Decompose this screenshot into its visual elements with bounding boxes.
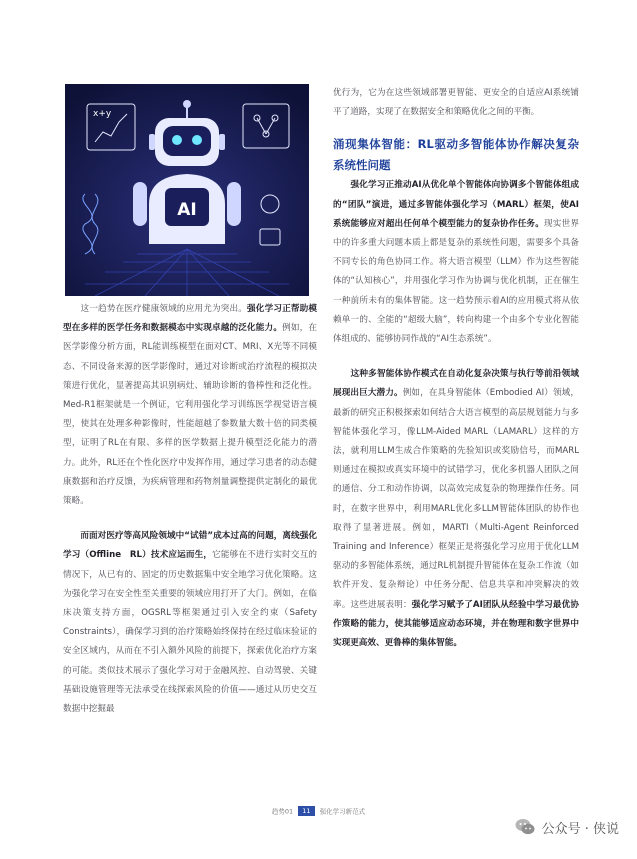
paragraph-body: 例如，在医学影像分析方面，RL能训练模型在面对CT、MRI、X光等不同模态、不同设备来源的医学影像时，通过对诊断或治疗流程的模拟决策进行优化，显著提高其识别病灶、辅助诊断的鲁棒性和泛化性。Med-R1框架就是一个例证，它利用强化学习训练医学视觉语言模型，使其在处理多种影像时，性能超越了参数量大数十倍的同类模型，证明了RL在有限、多样的医学数据上提升模型泛化能力的潜力。此外，RL还在个性化医疗中发挥作用，通过学习患者的动态健康数据和治疗反馈，为疾病管理和药物剂量调整提供定制化的最优策略。	[63, 323, 317, 507]
watermark-text: 公众号 · 侠说	[541, 821, 619, 837]
paragraph-highlight: 这种多智能体协作模式在自动化复杂决策与执行等前沿领域展现出巨大潜力。	[333, 369, 579, 399]
paragraph-highlight: 强化学习正帮助模型在多样的医学任务和数据模态中实现卓越的泛化能力。	[63, 304, 317, 334]
paragraph-continued: 优行为，它为在这些领域部署更智能、更安全的自适应AI系统铺平了道路，实现了在数据安全和策略优化之间的平衡。	[333, 88, 579, 118]
paragraph-body: 它能够在不进行实时交互的情况下，从已有的、固定的历史数据集中安全地学习优化策略。这为强化学习在安全性至关重要的领域应用打开了大门。例如，在临床决策支持方面，OGSRL等框架通过引入安全约束（Safety Constraints），确保学习到的治疗策略始终保持在经过临床验证的安全区域内，从而在不引入额外风险的前提下，探索优化治疗方案的可能。类似技术展示了强化学习对于金融风控、自动驾驶、关键基础设施管理等无法承受在线探索风险的价值——通过从历史交互数据中挖掘最	[63, 550, 317, 715]
paragraph-body: 例如，在具身智能体（Embodied AI）领域，最新的研究正积极探索如何结合大语言模型的高层规划能力与多智能体强化学习，像LLM-Aided MARL（LAMARL）这样的方法，就利用LLM生成合作策略的先验知识或奖励信号，而MARL则通过在模拟或真实环境中的试错学习，优化多机器人团队之间的通信、分工和动作协调，以高效完成复杂的物理操作任务。同时，在数字世界中，利用MARL优化多LLM智能体团队的协作也取得了显著进展。例如，MARTI（Multi-Agent Reinforced Training and Inference）框架正是将强化学习应用于优化LLM驱动的多智能体系统，通过RL机制提升智能体在复杂工作流（如软件开发、复杂辩论）中任务分配、信息共享和冲突解决的效率。这些进展表明：	[333, 388, 579, 610]
left-column	[63, 300, 317, 719]
page-footer	[0, 806, 637, 816]
ai-chip-label: AI	[177, 200, 197, 220]
wechat-icon	[514, 816, 536, 838]
paragraph-highlight: 强化学习正推动AI从优化单个智能体向协调多个智能体组成的“团队”演进，通过多智能体强化学习（MARL）框架，使AI系统能够应对超出任何单个模型能力的复杂协作任务。	[333, 180, 579, 229]
paragraph-embodied-ai	[333, 365, 579, 653]
watermark	[514, 816, 619, 838]
paragraph-lead: 这一趋势在医疗健康领域的应用尤为突出。	[63, 304, 248, 314]
footer-title: 强化学习新范式	[319, 807, 366, 816]
paragraph-healthcare	[63, 300, 317, 511]
formula-label: x+y	[93, 109, 112, 119]
right-column	[333, 84, 579, 653]
paragraph-marl	[333, 176, 579, 349]
page-number: 11	[298, 806, 314, 816]
ai-robot-illustration	[65, 84, 309, 296]
paragraph-offline-rl	[63, 527, 317, 719]
footer-section-label: 趋势01	[271, 807, 294, 816]
paragraph-body: 现实世界中的许多重大问题本质上都是复杂的系统性问题，需要多个具备不同专长的角色协同工作。将大语言模型（LLM）作为这些智能体的“认知核心”，并用强化学习作为协调与优化机制，正在催生一种前所未有的集体智能。这一趋势预示着AI的应用模式将从依赖单一的、全能的“超级大脑”，转向构建一个由多个专业化智能体组成的、能够协同作战的“AI生态系统”。	[333, 218, 579, 345]
paragraph-highlight: 而面对医疗等高风险领域中“试错”成本过高的问题，离线强化学习（Offline RL）技术应运而生，	[63, 531, 317, 561]
section-heading: 涌现集体智能：RL驱动多智能体协作解决复杂系统性问题	[333, 137, 579, 173]
paragraph-conclusion: 强化学习赋予了AI团队从经验中学习最优协作策略的能力，使其能够适应动态环境，并在物理和数字世界中实现更高效、更鲁棒的集体智能。	[333, 599, 579, 649]
